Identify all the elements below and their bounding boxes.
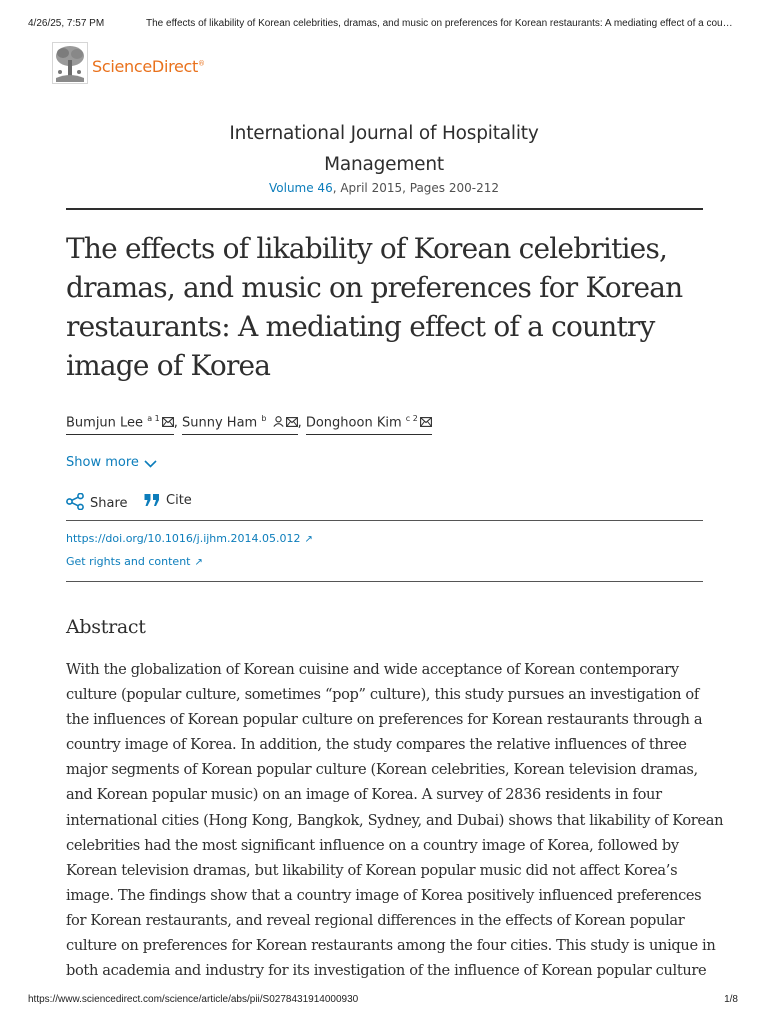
share-button[interactable] — [66, 493, 128, 511]
share-icon — [66, 493, 84, 510]
abstract-line: With the globalization of Korean cuisine and wide acceptance of Korean contemporary — [66, 661, 679, 678]
journal-title-line2: Management — [324, 154, 444, 175]
journal-title[interactable] — [204, 118, 564, 180]
print-date: 4/26/25, 7:57 PM — [28, 18, 105, 29]
rights-link[interactable] — [66, 555, 203, 568]
abstract-line: both academia and industry for its investigation of the influence of Korean popular culture — [66, 962, 707, 980]
abstract-line: the influences of Korean popular culture on preferences for Korean restaurants through a — [66, 711, 703, 729]
section-divider — [66, 581, 703, 582]
print-header — [0, 0, 768, 30]
abstract-line: culture (popular culture, sometimes “pop” culture), this study pursues an investigation of — [66, 686, 699, 704]
abstract-line: culture on preferences for Korean restaurants among the four cities. This study is unique in — [66, 937, 716, 955]
cite-label: Cite — [166, 493, 192, 508]
brand-name: ScienceDirect® — [92, 57, 205, 76]
mail-icon — [420, 416, 432, 431]
article-title — [66, 229, 716, 385]
print-page-title: The effects of likability of Korean celebrities, dramas, and music on preferences for Korean restaurants: A mediating effect of a cou… — [146, 18, 733, 29]
abstract-line: for Korean restaurants, and reveal regional differences in the effects of Korean popular — [66, 911, 685, 929]
rights-text: Get rights and content — [66, 555, 191, 568]
author-link[interactable] — [66, 414, 174, 435]
author-link[interactable] — [306, 414, 432, 435]
author-affiliation: b — [261, 414, 267, 423]
volume-details: , April 2015, Pages 200-212 — [332, 181, 499, 195]
journal-title-line1: International Journal of Hospitality — [229, 123, 539, 144]
abstract-line: celebrities had the most significant influence on a country image of Korea, followed by — [66, 836, 679, 854]
article-title-line: dramas, and music on preferences for Korean — [66, 271, 683, 304]
abstract-line: Korean television dramas, but likability of Korean popular music did not affect Korea’s — [66, 861, 678, 879]
author-name: Donghoon Kim — [305, 415, 402, 431]
print-footer — [0, 990, 768, 1010]
volume-info — [84, 181, 684, 195]
show-more-label: Show more — [66, 455, 139, 470]
article-title-line: image of Korea — [66, 349, 271, 382]
section-divider — [66, 520, 703, 521]
person-icon — [273, 416, 284, 431]
author-list: Bumjun Lee $^{a 1}$ , Sunny Ham $^b$ , Donghoon Kim $^{c 2}$ — [66, 414, 432, 435]
doi-text: https://doi.org/10.1016/j.ijhm.2014.05.012 — [66, 532, 301, 545]
header-divider — [66, 208, 703, 210]
print-page-number: 1/8 — [724, 994, 738, 1005]
abstract-body — [66, 657, 724, 983]
article-title-line: The effects of likability of Korean celebrities, — [66, 232, 668, 265]
external-link-icon: ↗ — [194, 557, 203, 568]
author-affiliation: c 2 — [405, 414, 418, 423]
doi-link[interactable] — [66, 532, 313, 545]
external-link-icon: ↗ — [304, 534, 313, 545]
share-label: Share — [90, 496, 128, 511]
abstract-heading: Abstract — [66, 616, 146, 638]
author-name: Bumjun Lee — [66, 415, 144, 431]
quote-icon — [144, 493, 160, 507]
abstract-line: country image of Korea. In addition, the study compares the relative influences of three — [66, 736, 687, 754]
abstract-line: and Korean popular music) on an image of Korea. A survey of 2836 residents in four — [66, 786, 662, 804]
volume-link[interactable]: Volume 46 — [268, 181, 333, 195]
author-name: Sunny Ham — [182, 415, 258, 431]
article-title-line: restaurants: A mediating effect of a country — [66, 310, 655, 343]
elsevier-tree-icon — [52, 42, 88, 84]
abstract-line: image. The findings show that a country image of Korea positively influenced preferences — [66, 886, 702, 904]
mail-icon — [286, 416, 298, 431]
mail-icon — [162, 416, 174, 431]
chevron-down-icon — [144, 460, 157, 468]
author-affiliation: a 1 — [147, 414, 160, 423]
show-more-button[interactable] — [66, 455, 157, 470]
author-link[interactable] — [182, 414, 298, 435]
abstract-line: major segments of Korean popular culture (Korean celebrities, Korean television dramas, — [66, 761, 698, 779]
abstract-line: international cities (Hong Kong, Bangkok, Sydney, and Dubai) shows that likability of Korean — [66, 811, 724, 829]
journal-header — [84, 118, 684, 180]
cite-button[interactable] — [144, 493, 192, 508]
print-url: https://www.sciencedirect.com/science/article/abs/pii/S0278431914000930 — [28, 994, 359, 1005]
